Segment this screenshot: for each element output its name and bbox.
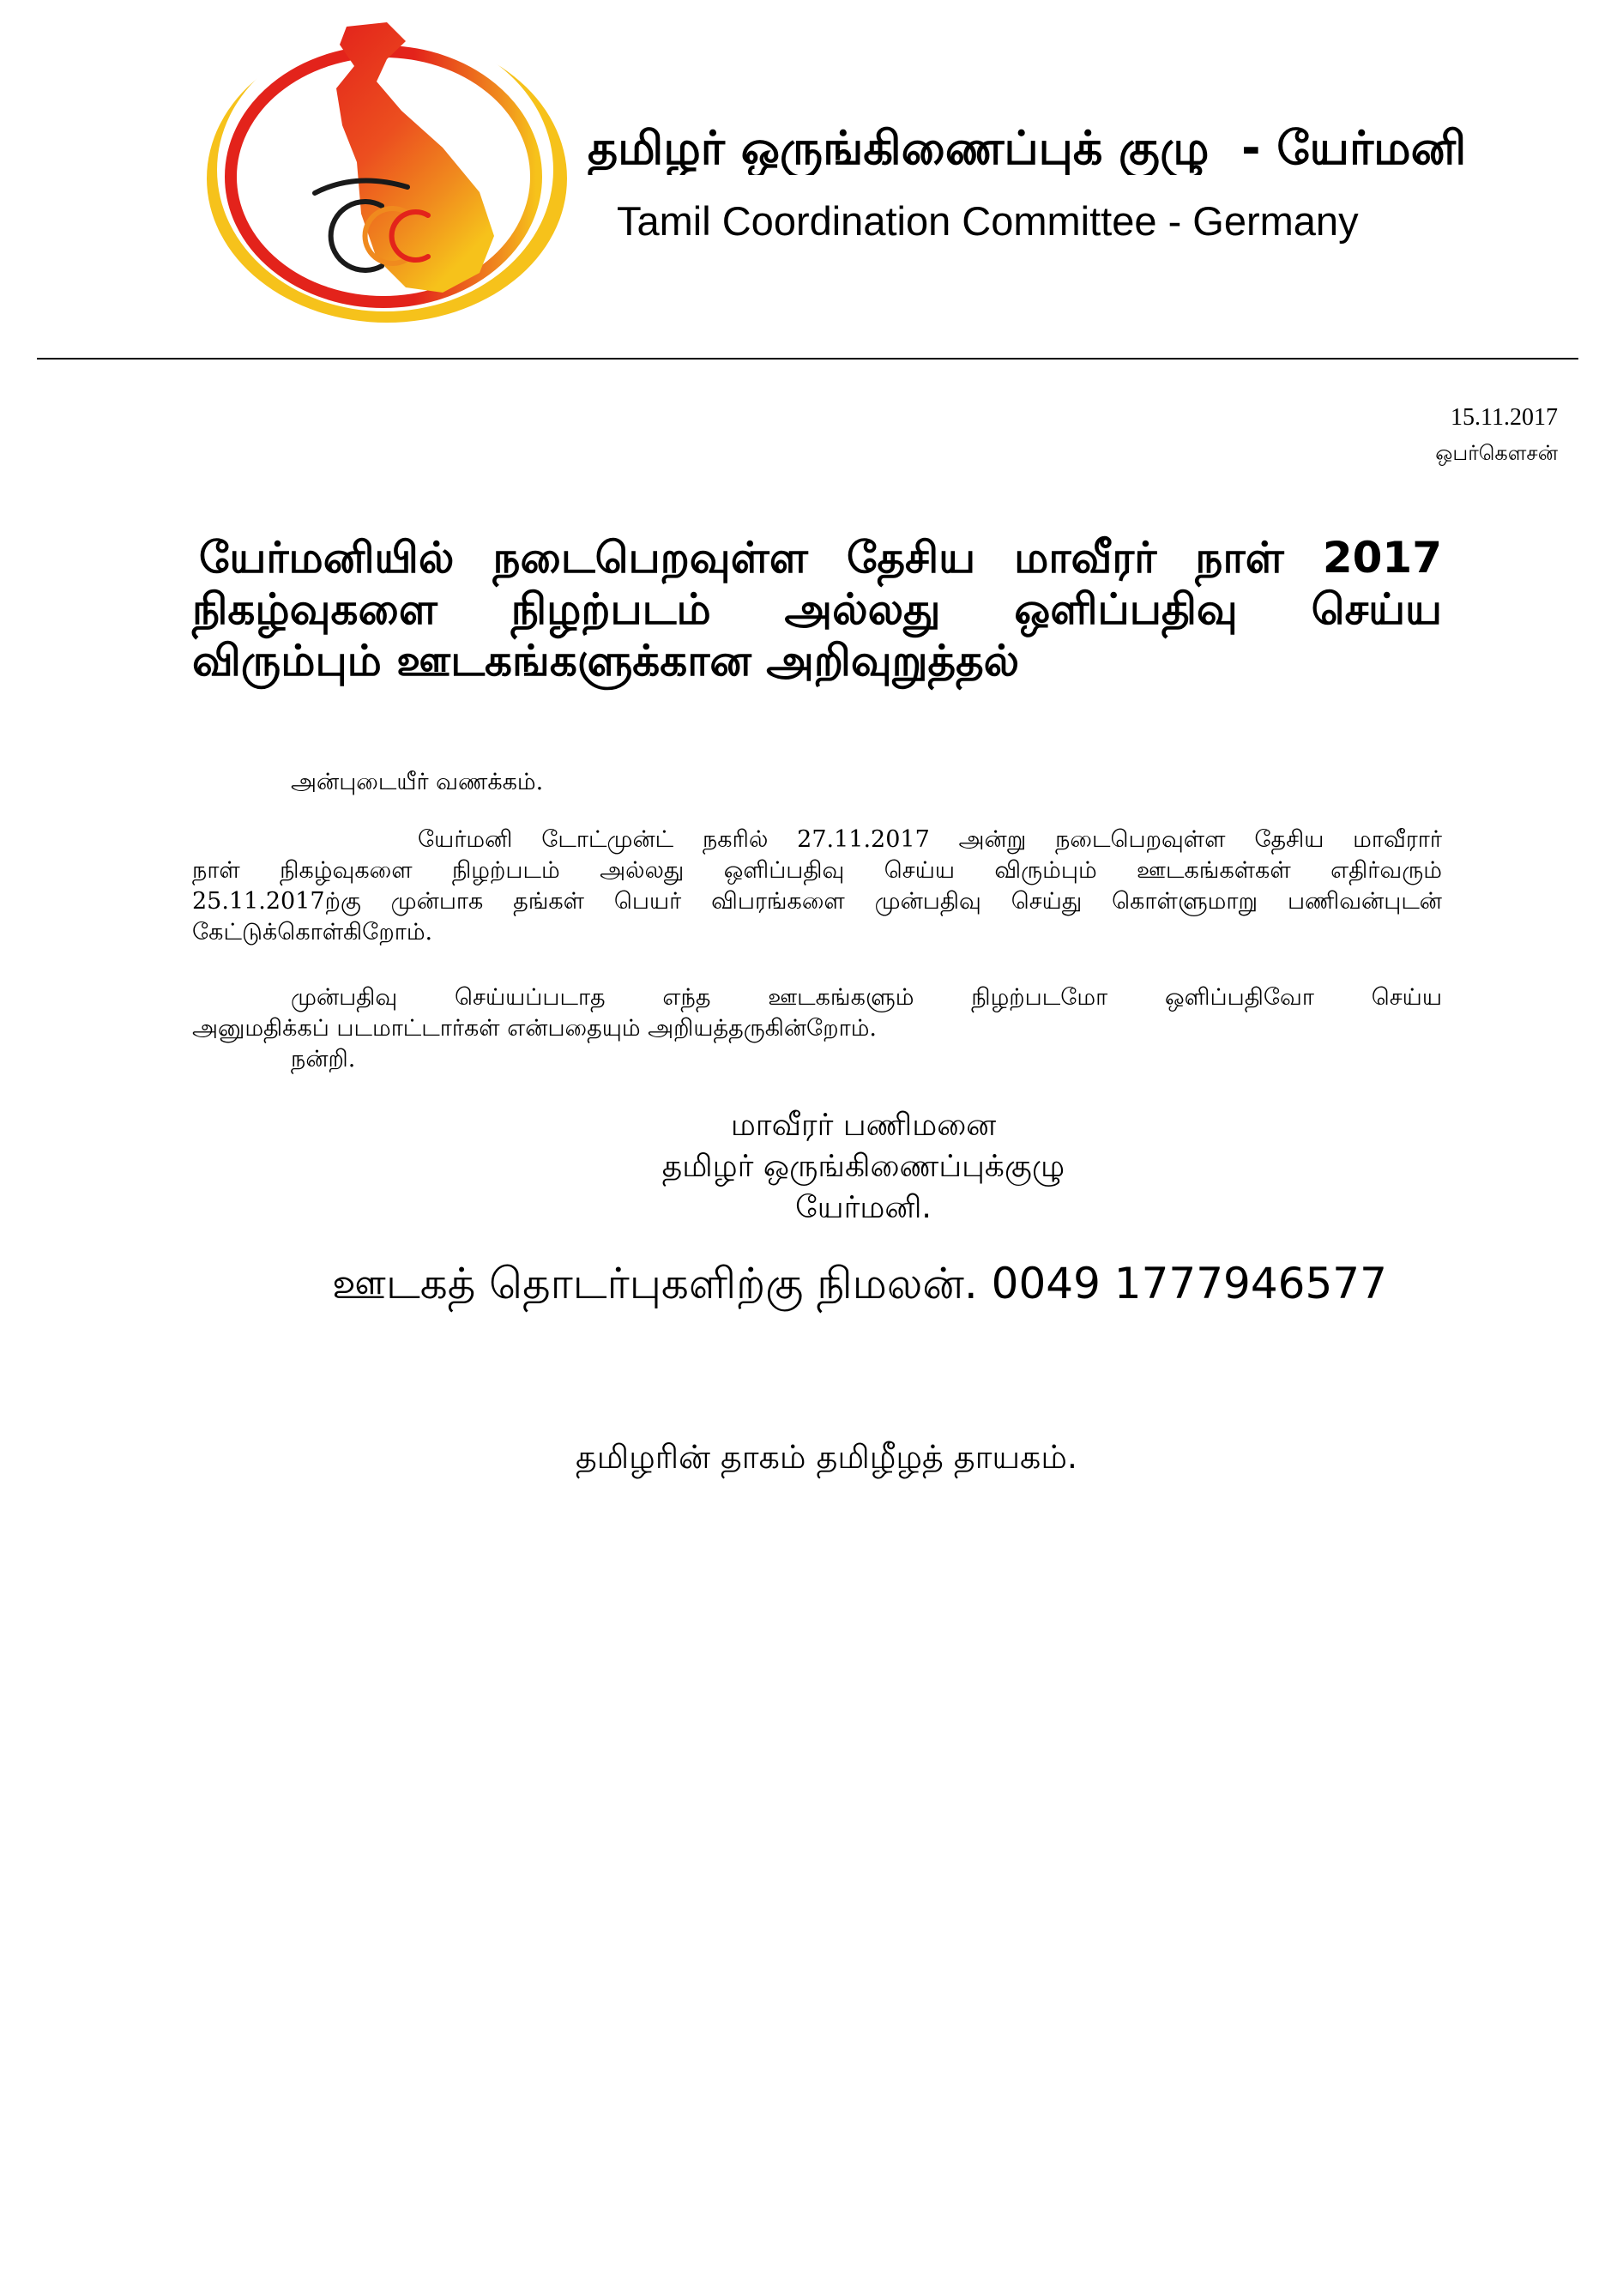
body-paragraph-notice [192,982,1442,1075]
body-paragraph-registration [192,825,1442,948]
media-contact: ஊடகத் தொடர்புகளிற்கு நிமலன். 0049 1777946577 [332,1259,1387,1308]
letter-heading [192,532,1442,686]
salutation: அன்புடையீர் வணக்கம். [291,769,544,795]
paragraph-line: முன்பதிவு செய்யப்படாத எந்த ஊடகங்களும் நிழற்படமோ ஒளிப்பதிவோ செய்ய [291,984,1442,1011]
paragraph-line: அனுமதிக்கப் படமாட்டார்கள் என்பதையும் அறியத்தருகின்றோம். [192,1015,878,1042]
signature-block [192,1105,1442,1229]
organization-name-english: Tamil Coordination Committee - Germany [617,198,1359,244]
letter-place: ஒபர்கௌசன் [1435,441,1558,465]
closing-thanks: நன்றி. [291,1046,356,1072]
organization-logo [202,17,579,326]
heading-line: விரும்பும் ஊடகங்களுக்கான அறிவுறுத்தல் [192,636,1020,686]
paragraph-line: நாள் நிகழ்வுகளை நிழற்படம் அல்லது ஒளிப்பதிவு செய்ய விரும்பும் ஊடகங்கள்கள் எதிர்வரும் [192,857,1442,884]
signature-line: யேர்மனி. [795,1190,932,1225]
header-divider [37,358,1578,360]
paragraph-line: கேட்டுக்கொள்கிறோம். [192,919,433,946]
paragraph-line: யேர்மனி டோட்முன்ட் நகரில் 27.11.2017 அன்று நடைபெறவுள்ள தேசிய மாவீரார் [418,826,1442,853]
signature-line: மாவீரர் பணிமனை [730,1108,997,1143]
letter-date: 15.11.2017 [1451,404,1558,431]
closing-slogan: தமிழரின் தாகம் தமிழீழத் தாயகம். [576,1438,1077,1476]
letter-body [192,515,1442,1478]
heading-line: யேர்மனியில் நடைபெறவுள்ள தேசிய மாவீரர் நாள் 2017 [199,533,1442,583]
heading-line: நிகழ்வுகளை நிழற்படம் அல்லது ஒளிப்பதிவு செய்ய [192,584,1442,634]
signature-line: தமிழர் ஒருங்கிணைப்புக்குழு [661,1149,1065,1184]
organization-name-tamil: தமிழர் ஒருங்கிணைப்புக் குழு - யேர்மனி [588,122,1467,175]
paragraph-line: 25.11.2017ற்கு முன்பாக தங்கள் பெயர் விபரங்களை முன்பதிவு செய்து கொள்ளுமாறு பணிவன்புடன் [192,888,1442,915]
